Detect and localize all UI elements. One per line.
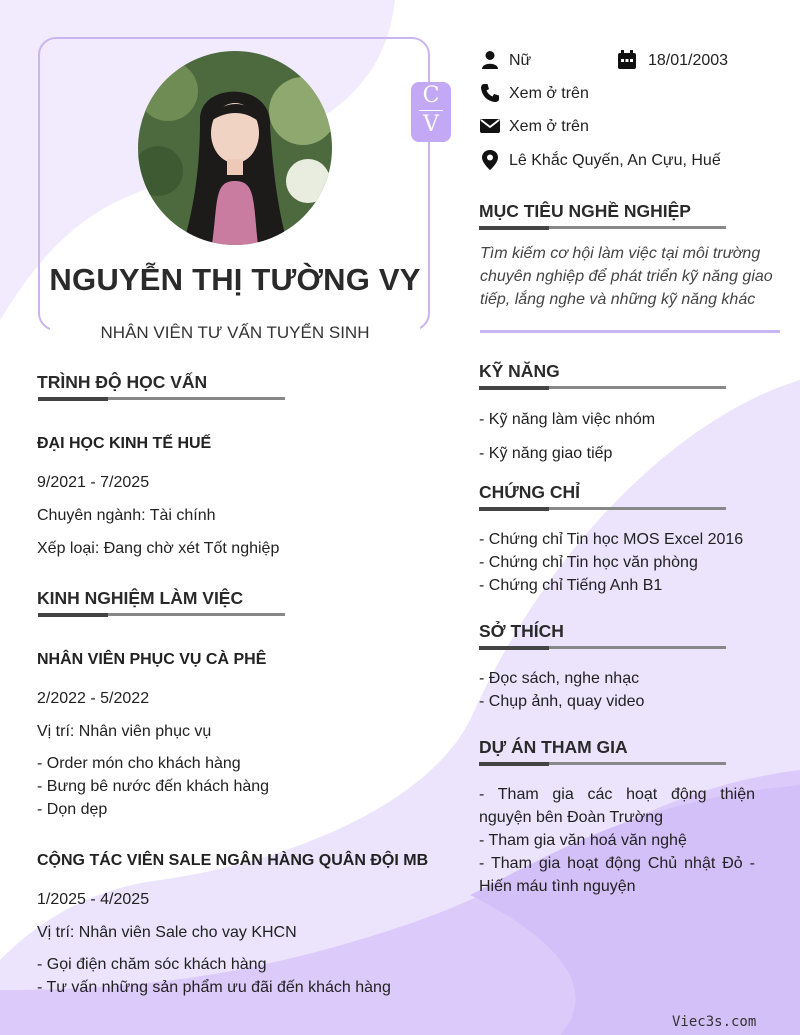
person-icon xyxy=(480,50,500,70)
list-item: - Tham gia văn hoá văn nghệ xyxy=(479,832,687,849)
education-heading: TRÌNH ĐỘ HỌC VẤN xyxy=(37,372,208,392)
certificates-underline xyxy=(479,507,726,510)
hobbies-heading: SỞ THÍCH xyxy=(479,621,564,641)
goal-heading: MỤC TIÊU NGHỀ NGHIỆP xyxy=(479,201,691,221)
projects-heading: DỰ ÁN THAM GIA xyxy=(479,737,628,757)
certificate-list xyxy=(479,528,743,597)
job-role: Vị trí: Nhân viên phục vụ xyxy=(37,723,212,740)
education-major: Chuyên ngành: Tài chính xyxy=(37,507,216,524)
career-goal: Tìm kiếm cơ hội làm việc tại môi trường chuyên nghiệp để phát triển kỹ năng giao tiếp, lắng nghe và những kỹ năng khác xyxy=(480,245,773,308)
list-item: - Order món cho khách hàng xyxy=(37,755,241,772)
list-item: - Kỹ năng làm việc nhóm xyxy=(479,411,656,428)
profile-photo xyxy=(138,51,332,245)
school-name: ĐẠI HỌC KINH TẾ HUẾ xyxy=(37,435,212,452)
list-item: - Chứng chỉ Tiếng Anh B1 xyxy=(479,577,663,594)
cv-letter-v: V xyxy=(423,112,439,137)
job-position: NHÂN VIÊN TƯ VẤN TUYỂN SINH xyxy=(50,323,420,343)
job-title: CỘNG TÁC VIÊN SALE NGÂN HÀNG QUÂN ĐỘI MB xyxy=(37,852,429,869)
projects-underline xyxy=(479,762,726,765)
candidate-name: NGUYỄN THỊ TƯỜNG VY xyxy=(49,262,421,297)
project-list xyxy=(479,783,755,898)
hobby-list xyxy=(479,667,644,713)
job-period: 1/2025 - 4/2025 xyxy=(37,891,150,908)
education-underline xyxy=(38,397,285,400)
job-tasks xyxy=(37,953,391,999)
list-item: - Chụp ảnh, quay video xyxy=(479,693,645,710)
list-item: - Tư vấn những sản phẩm ưu đãi đến khách hàng xyxy=(37,979,391,996)
certificates-heading: CHỨNG CHỈ xyxy=(479,482,581,502)
list-item: - Kỹ năng giao tiếp xyxy=(479,445,613,462)
birthday-value: 18/01/2003 xyxy=(648,52,729,69)
skills-heading: KỸ NĂNG xyxy=(479,361,560,381)
skills-underline xyxy=(479,386,726,389)
cv-letter-c: C xyxy=(422,83,440,108)
list-item: - Chứng chỉ Tin học MOS Excel 2016 xyxy=(479,531,744,548)
list-item: - Bưng bê nước đến khách hàng xyxy=(37,778,270,795)
location-pin-icon xyxy=(480,150,500,170)
experience-heading: KINH NGHIỆM LÀM VIỆC xyxy=(37,588,244,608)
phone-icon xyxy=(480,83,500,103)
phone-value: Xem ở trên xyxy=(509,85,589,102)
cv-badge xyxy=(411,82,451,142)
email-icon xyxy=(480,116,500,136)
list-item: - Tham gia các hoạt động thiện nguyện bên Đoàn Trường xyxy=(479,786,755,826)
job-title: NHÂN VIÊN PHỤC VỤ CÀ PHÊ xyxy=(37,651,267,668)
gender-value: Nữ xyxy=(509,52,532,69)
job-period: 2/2022 - 5/2022 xyxy=(37,690,150,707)
list-item: - Đọc sách, nghe nhạc xyxy=(479,670,640,687)
site-watermark: Viec3s.com xyxy=(672,1014,757,1030)
list-item: - Tham gia hoạt động Chủ nhật Đỏ - Hiến máu tình nguyện xyxy=(479,855,755,895)
calendar-icon xyxy=(617,50,637,70)
education-period: 9/2021 - 7/2025 xyxy=(37,474,150,491)
address-value: Lê Khắc Quyến, An Cựu, Huế xyxy=(509,152,721,169)
email-value: Xem ở trên xyxy=(509,118,589,135)
list-item: - Dọn dẹp xyxy=(37,801,108,818)
goal-underline xyxy=(479,226,726,229)
job-role: Vị trí: Nhân viên Sale cho vay KHCN xyxy=(37,924,297,941)
hobbies-underline xyxy=(479,646,726,649)
job-tasks xyxy=(37,752,269,821)
education-rank: Xếp loại: Đang chờ xét Tốt nghiệp xyxy=(37,540,280,557)
experience-underline xyxy=(38,613,285,616)
goal-divider xyxy=(480,330,780,333)
list-item: - Gọi điện chăm sóc khách hàng xyxy=(37,956,267,973)
list-item: - Chứng chỉ Tin học văn phòng xyxy=(479,554,698,571)
